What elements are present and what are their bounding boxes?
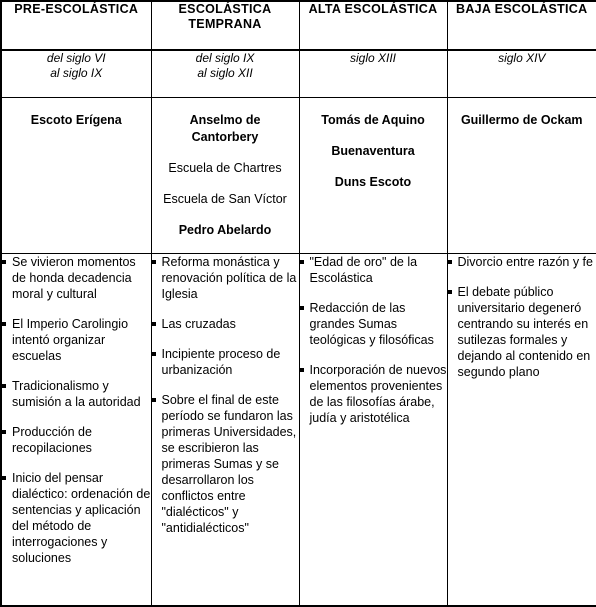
authors-list	[448, 98, 596, 129]
topics-cell	[151, 253, 299, 606]
period-cell	[151, 50, 299, 97]
list-item: Redacción de las grandes Sumas teológicas y filosóficas	[300, 300, 447, 348]
topics-list	[152, 254, 299, 536]
header-baja-escolastica: BAJA ESCOLÁSTICA	[456, 2, 588, 16]
period-cell	[447, 50, 596, 97]
header-alta-escolastica: ALTA ESCOLÁSTICA	[308, 2, 438, 16]
list-item: Reforma monástica y renovación política de la Iglesia	[152, 254, 299, 302]
header-cell-3	[447, 1, 596, 50]
period-line: del siglo VI	[46, 51, 106, 65]
author-name: Pedro Abelardo	[178, 222, 272, 237]
header-cell-2	[299, 1, 447, 50]
author-name: Escuela de San Víctor	[163, 191, 287, 206]
list-item: Tradicionalismo y sumisión a la autoridad	[2, 378, 151, 410]
period-line: siglo XIII	[349, 51, 397, 65]
period-line: del siglo IX	[195, 51, 255, 65]
topics-list	[2, 254, 151, 566]
authors-row	[1, 97, 596, 253]
period-cell	[299, 50, 447, 97]
author-name: Guillermo de Ockam	[460, 112, 583, 127]
author-name: Anselmo de Cantorbery	[189, 112, 261, 144]
list-item: Sobre el final de este período se fundaron las primeras Universidades, se escribieron las primeras Sumas y se desarrollaron los conflictos entre "dialécticos" y "antidialécticos"	[152, 392, 299, 536]
list-item: Incipiente proceso de urbanización	[152, 346, 299, 378]
header-row	[1, 1, 596, 50]
topics-row	[1, 253, 596, 606]
list-item: Las cruzadas	[152, 316, 299, 332]
authors-list	[2, 98, 151, 129]
header-cell-0	[1, 1, 151, 50]
author-name: Escoto Erígena	[30, 112, 122, 127]
list-item: El Imperio Carolingio intentó organizar escuelas	[2, 316, 151, 364]
period-line: siglo XIV	[498, 51, 546, 65]
authors-list	[152, 98, 299, 239]
list-item: Se vivieron momentos de honda decadencia moral y cultural	[2, 254, 151, 302]
authors-cell	[151, 97, 299, 253]
authors-list	[300, 98, 447, 191]
authors-cell	[1, 97, 151, 253]
authors-cell	[299, 97, 447, 253]
topics-cell	[299, 253, 447, 606]
topics-list	[448, 254, 596, 380]
header-escolastica-temprana: ESCOLÁSTICA TEMPRANA	[178, 2, 272, 31]
list-item: Divorcio entre razón y fe	[448, 254, 596, 270]
period-line: al siglo XII	[197, 66, 253, 80]
list-item: El debate público universitario degeneró centrando su interés en sutilezas formales y dejando al contenido en segundo plano	[448, 284, 596, 380]
topics-list	[300, 254, 447, 426]
period-row	[1, 50, 596, 97]
list-item: "Edad de oro" de la Escolástica	[300, 254, 447, 286]
period-line: al siglo IX	[50, 66, 103, 80]
author-name: Tomás de Aquino	[321, 112, 425, 127]
period-cell	[1, 50, 151, 97]
header-cell-1	[151, 1, 299, 50]
topics-cell	[447, 253, 596, 606]
list-item: Incorporación de nuevos elementos provenientes de las filosofías árabe, judía y aristotélica	[300, 362, 447, 426]
list-item: Inicio del pensar dialéctico: ordenación de sentencias y aplicación del método de interrogaciones y soluciones	[2, 470, 151, 566]
author-name: Escuela de Chartres	[168, 160, 282, 175]
author-name: Duns Escoto	[334, 174, 412, 189]
authors-cell	[447, 97, 596, 253]
author-name: Buenaventura	[331, 143, 415, 158]
header-pre-escolastica: PRE-ESCOLÁSTICA	[14, 2, 139, 16]
list-item: Producción de recopilaciones	[2, 424, 151, 456]
topics-cell	[1, 253, 151, 606]
